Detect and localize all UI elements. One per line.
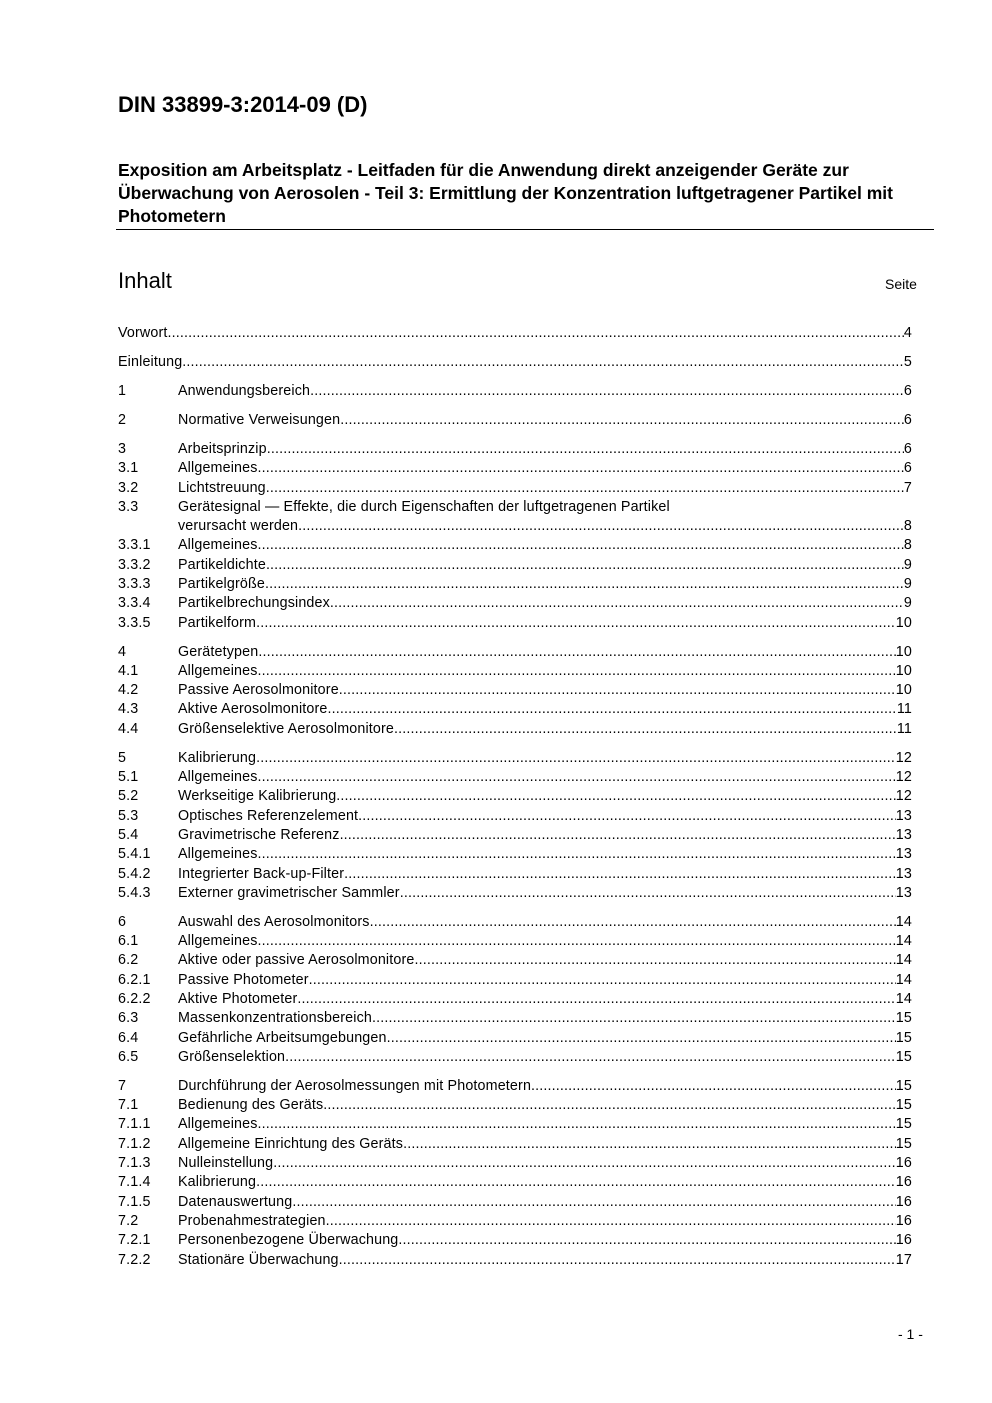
toc-entry-number: 7.1.4 <box>118 1174 151 1191</box>
toc-entry-title: Optisches Referenzelement <box>178 807 359 824</box>
toc-entry-number: 4.3 <box>118 701 139 718</box>
toc-entry-title: Externer gravimetrischer Sammler <box>178 884 400 901</box>
toc-entry[interactable] <box>118 1154 912 1173</box>
toc-leader-dots <box>256 749 896 768</box>
toc-entry-page: 16 <box>895 1174 912 1191</box>
toc-leader-dots <box>258 662 896 681</box>
toc-entry-title: Allgemeines <box>178 1116 258 1133</box>
toc-entry[interactable] <box>118 614 912 633</box>
toc-entry-page: 9 <box>903 556 912 573</box>
toc-entry-number: 7.2 <box>118 1212 139 1229</box>
toc-entry-title: Arbeitsprinzip <box>178 440 267 457</box>
toc-leader-dots <box>258 643 895 662</box>
toc-entry-number: 2 <box>118 411 127 428</box>
toc-entry-number: 3.3.4 <box>118 595 151 612</box>
toc-entry-number: 7.1.5 <box>118 1193 151 1210</box>
toc-entry[interactable] <box>118 932 912 951</box>
toc-leader-dots <box>298 517 904 536</box>
toc-entry[interactable] <box>118 865 912 884</box>
toc-leader-dots <box>339 681 896 700</box>
toc-entry-page: 10 <box>895 643 912 660</box>
toc-entry[interactable] <box>118 1212 912 1231</box>
toc-entry-number: 5.4.3 <box>118 884 151 901</box>
toc-heading: Inhalt <box>118 268 172 293</box>
toc-entry-page: 5 <box>903 353 912 370</box>
toc-leader-dots <box>415 951 896 970</box>
toc-leader-dots <box>168 324 904 343</box>
toc-leader-dots <box>336 787 896 806</box>
toc-leader-dots <box>339 1251 896 1270</box>
toc-entry-page: 13 <box>895 807 912 824</box>
toc-entry[interactable] <box>118 1231 912 1250</box>
toc-leader-dots <box>258 536 904 555</box>
toc-entry[interactable] <box>118 1009 912 1028</box>
toc-entry[interactable] <box>118 382 912 401</box>
toc-leader-dots <box>309 971 896 990</box>
toc-leader-dots <box>292 1193 895 1212</box>
toc-entry-number: 5.3 <box>118 807 139 824</box>
toc-entry-title: Gravimetrische Referenz <box>178 826 340 843</box>
toc-entry[interactable] <box>118 768 912 787</box>
toc-entry-page: 6 <box>903 460 912 477</box>
toc-entry-title: Anwendungsbereich <box>178 382 311 399</box>
toc-entry-page: 14 <box>895 933 912 950</box>
toc-entry-page: 4 <box>903 325 912 341</box>
toc-entry[interactable] <box>118 1077 912 1096</box>
toc-entry-title: Werkseitige Kalibrierung <box>178 788 337 805</box>
toc-entry[interactable] <box>118 324 912 343</box>
toc-entry-number: 6 <box>118 913 127 930</box>
toc-entry[interactable] <box>118 662 912 681</box>
toc-entry-number: 7.2.1 <box>118 1232 151 1249</box>
toc-entry-page: 11 <box>896 701 912 718</box>
toc-leader-dots <box>258 1115 896 1134</box>
toc-leader-dots <box>256 614 896 633</box>
toc-entry[interactable] <box>118 1193 912 1212</box>
toc-entry[interactable] <box>118 411 912 430</box>
toc-entry-page: 13 <box>895 826 912 843</box>
toc-leader-dots <box>370 913 896 932</box>
toc-entry-number: 5.4 <box>118 826 139 843</box>
toc-entry-page: 8 <box>903 537 912 554</box>
toc-entry-page: 12 <box>895 749 912 766</box>
toc-entry-number: 3.1 <box>118 460 139 477</box>
toc-entry-title: Normative Verweisungen <box>178 411 341 428</box>
toc-entry[interactable] <box>118 1251 912 1270</box>
toc-entry-title: Passive Photometer <box>178 971 309 988</box>
toc-leader-dots <box>323 1096 896 1115</box>
toc-leader-dots <box>310 382 904 401</box>
toc-entry[interactable] <box>118 845 912 864</box>
toc-entry-page: 15 <box>895 1097 912 1114</box>
toc-entry-number: 4.4 <box>118 720 139 737</box>
toc-entry-page: 12 <box>895 788 912 805</box>
toc-entry-title: Kalibrierung <box>178 1174 257 1191</box>
toc-entry[interactable] <box>118 594 912 613</box>
title-rule <box>116 229 934 230</box>
toc-entry-page: 16 <box>895 1155 912 1172</box>
toc-entry-title: Vorwort <box>118 325 168 341</box>
toc-entry-page: 9 <box>903 595 912 612</box>
toc-entry-title: Allgemeines <box>178 846 258 863</box>
toc-entry-title: Partikelform <box>178 614 257 631</box>
toc-entry-title: Passive Aerosolmonitore <box>178 682 339 699</box>
toc-entry[interactable] <box>118 575 912 594</box>
toc-entry-title: Allgemeines <box>178 769 258 786</box>
toc-entry-title: Allgemeines <box>178 460 258 477</box>
toc-entry-title: Gerätesignal — Effekte, die durch Eigenschaften der luftgetragenen Partikel <box>178 498 670 515</box>
toc-entry-title: Partikelgröße <box>178 576 265 593</box>
toc-entry-page: 16 <box>895 1193 912 1210</box>
toc-entry-title: Allgemeine Einrichtung des Geräts <box>178 1135 404 1152</box>
toc-entry-number: 3.3.5 <box>118 614 151 631</box>
toc-entry-page: 14 <box>895 952 912 969</box>
toc-entry-title: Allgemeines <box>178 537 258 554</box>
toc-entry[interactable] <box>118 556 912 575</box>
toc-entry-page: 17 <box>895 1251 912 1268</box>
toc-entry[interactable] <box>118 951 912 970</box>
toc-entry-number: 6.5 <box>118 1048 139 1065</box>
toc-entry-title: Partikeldichte <box>178 556 266 573</box>
toc-entry-number: 7.1.1 <box>118 1116 151 1133</box>
toc-entry-number: 3.3.2 <box>118 556 151 573</box>
toc-entry-number: 5 <box>118 749 127 766</box>
toc-entry-page: 14 <box>895 971 912 988</box>
toc-entry[interactable] <box>118 353 912 372</box>
toc-entry[interactable] <box>118 787 912 806</box>
toc-entry-title: Kalibrierung <box>178 749 257 766</box>
toc-entry-title: Aktive Aerosolmonitore <box>178 701 328 718</box>
toc-entry-title: Partikelbrechungsindex <box>178 595 330 612</box>
toc-leader-dots <box>182 353 904 372</box>
toc-entry-page: 13 <box>895 846 912 863</box>
toc-entry-number: 4.2 <box>118 682 139 699</box>
toc-entry-number: 5.1 <box>118 769 139 786</box>
page-number: - 1 - <box>898 1326 923 1342</box>
toc-entry-number: 7.2.2 <box>118 1251 151 1268</box>
toc-entry-number: 7.1.3 <box>118 1155 151 1172</box>
toc-entry-title: Bedienung des Geräts <box>178 1097 324 1114</box>
toc-entry-number: 3.2 <box>118 479 139 496</box>
toc-entry[interactable] <box>118 826 912 845</box>
toc-leader-dots <box>267 440 904 459</box>
toc-entry-title: Größenselektive Aerosolmonitore <box>178 720 395 737</box>
toc-entry-number: 6.3 <box>118 1010 139 1027</box>
toc-entry-page: 10 <box>895 682 912 699</box>
toc-entry[interactable] <box>118 536 912 555</box>
toc-entry-number: 5.4.1 <box>118 846 151 863</box>
toc-entry-title: Stationäre Überwachung <box>178 1251 339 1268</box>
toc-entry-page: 15 <box>895 1010 912 1027</box>
toc-leader-dots <box>265 575 904 594</box>
toc-entry-page: 15 <box>895 1048 912 1065</box>
toc-entry[interactable] <box>118 720 912 739</box>
toc-entry-number: 7 <box>118 1077 127 1094</box>
toc-leader-dots <box>258 845 896 864</box>
toc-entry[interactable] <box>118 1096 912 1115</box>
toc-leader-dots <box>256 1173 896 1192</box>
toc-entry[interactable] <box>118 971 912 990</box>
toc-entry[interactable] <box>118 807 912 826</box>
toc-leader-dots <box>266 479 904 498</box>
toc-leader-dots <box>297 990 895 1009</box>
toc-entry-title: Aktive Photometer <box>178 991 298 1008</box>
toc-entry[interactable] <box>118 913 912 932</box>
toc-leader-dots <box>285 1048 896 1067</box>
toc-entry[interactable] <box>118 1173 912 1192</box>
toc-entry-page: 6 <box>903 440 912 457</box>
toc-entry-title: Gefährliche Arbeitsumgebungen <box>178 1029 387 1046</box>
toc-entry-number: 6.2.1 <box>118 971 151 988</box>
toc-entry-page: 15 <box>895 1135 912 1152</box>
toc-entry-page: 11 <box>896 720 912 737</box>
toc-entry-page: 10 <box>895 662 912 679</box>
toc-entry-title: Gerätetypen <box>178 643 259 660</box>
toc-entry-page: 16 <box>895 1232 912 1249</box>
toc-entry-title-continuation: verursacht werden <box>178 518 299 535</box>
toc-leader-dots <box>328 700 897 719</box>
toc-leader-dots <box>273 1154 896 1173</box>
toc-entry[interactable] <box>118 884 912 903</box>
toc-entry-page: 16 <box>895 1212 912 1229</box>
toc-entry-title: Integrierter Back-up-Filter <box>178 865 345 882</box>
toc-entry-title: Datenauswertung <box>178 1193 293 1210</box>
toc-leader-dots <box>387 1029 896 1048</box>
toc-entry-number: 4.1 <box>118 662 139 679</box>
toc-leader-dots <box>326 1212 896 1231</box>
toc-entry-title: Nulleinstellung <box>178 1155 274 1172</box>
toc-leader-dots <box>531 1077 896 1096</box>
toc-entry-title: Auswahl des Aerosolmonitors <box>178 913 370 930</box>
toc-leader-dots <box>266 556 904 575</box>
toc-entry-page: 15 <box>895 1029 912 1046</box>
toc-entry-title: Massenkonzentrationsbereich <box>178 1010 372 1027</box>
toc-entry[interactable] <box>118 990 912 1009</box>
toc-entry-number: 3 <box>118 440 127 457</box>
toc-leader-dots <box>340 826 896 845</box>
toc-entry-title: Größenselektion <box>178 1048 286 1065</box>
toc-leader-dots <box>258 459 904 478</box>
toc-leader-dots <box>258 768 896 787</box>
toc-leader-dots <box>403 1135 896 1154</box>
toc-entry[interactable] <box>118 1029 912 1048</box>
toc-entry-page: 15 <box>895 1116 912 1133</box>
toc-leader-dots <box>400 884 896 903</box>
toc-entry-page: 8 <box>903 518 912 535</box>
document-title: Exposition am Arbeitsplatz - Leitfaden für die Anwendung direkt anzeigender Geräte zur Überwachung von Aerosolen - Teil 3: Ermittlung der Konzentration luftgetragener Partikel mit Photometern <box>118 160 893 226</box>
toc-entry-title: Einleitung <box>118 353 183 370</box>
toc-entry-page: 12 <box>895 769 912 786</box>
toc-entry[interactable] <box>118 749 912 768</box>
toc-entry-page: 10 <box>895 614 912 631</box>
toc-leader-dots <box>394 720 897 739</box>
toc-entry-page: 15 <box>895 1077 912 1094</box>
toc-entry-page: 9 <box>903 576 912 593</box>
document-id: DIN 33899-3:2014-09 (D) <box>118 92 368 117</box>
toc-entry-title: Allgemeines <box>178 662 258 679</box>
toc-entry-number: 6.4 <box>118 1029 139 1046</box>
toc-entry-page: 14 <box>895 913 912 930</box>
toc-entry-page: 14 <box>895 991 912 1008</box>
toc-entry-number: 5.2 <box>118 788 139 805</box>
toc-leader-dots <box>258 932 896 951</box>
toc-entry[interactable] <box>118 459 912 478</box>
toc-entry-title: Durchführung der Aerosolmessungen mit Photometern <box>178 1077 532 1094</box>
toc-entry[interactable] <box>118 1048 912 1067</box>
toc-entry[interactable] <box>118 700 912 719</box>
toc-entry-number: 6.2 <box>118 952 139 969</box>
toc-entry-number: 7.1.2 <box>118 1135 151 1152</box>
toc-entry-title: Aktive oder passive Aerosolmonitore <box>178 952 415 969</box>
toc-entry-title: Lichtstreuung <box>178 479 266 496</box>
toc-entry-number: 6.2.2 <box>118 991 151 1008</box>
toc-entry-number: 5.4.2 <box>118 865 151 882</box>
toc-entry-number: 6.1 <box>118 933 139 950</box>
toc-entry[interactable] <box>118 681 912 700</box>
toc-entry-title: Probenahmestrategien <box>178 1212 326 1229</box>
toc-entry-number: 1 <box>118 382 127 399</box>
toc-entry[interactable] <box>118 643 912 662</box>
toc-entry-number: 3.3.3 <box>118 576 151 593</box>
toc-entry-number: 4 <box>118 643 127 660</box>
toc-entry-number: 3.3.1 <box>118 537 151 554</box>
toc-entry[interactable] <box>118 498 912 517</box>
toc-entry-title: Personenbezogene Überwachung <box>178 1232 399 1249</box>
toc-entry-page: 13 <box>895 884 912 901</box>
toc-leader-dots <box>398 1231 895 1250</box>
toc-entry-page: 6 <box>903 382 912 399</box>
toc-leader-dots <box>358 807 896 826</box>
toc-entry[interactable] <box>118 1115 912 1134</box>
toc-entry[interactable] <box>118 479 912 498</box>
toc-entry-page: 13 <box>895 865 912 882</box>
toc-entry-number: 7.1 <box>118 1097 139 1114</box>
toc-leader-dots <box>340 411 904 430</box>
toc-entry-page: 6 <box>903 411 912 428</box>
toc-entry-continuation[interactable] <box>118 517 912 536</box>
toc-leader-dots <box>344 865 896 884</box>
toc-leader-dots <box>372 1009 896 1028</box>
toc-entry-number: 3.3 <box>118 498 139 515</box>
toc-entry-page: 7 <box>903 479 912 496</box>
toc-leader-dots <box>330 594 904 613</box>
toc-entry[interactable] <box>118 440 912 459</box>
table-of-contents <box>118 324 912 1270</box>
toc-entry-title: Allgemeines <box>178 933 258 950</box>
page-column-label: Seite <box>885 276 917 292</box>
toc-entry[interactable] <box>118 1135 912 1154</box>
